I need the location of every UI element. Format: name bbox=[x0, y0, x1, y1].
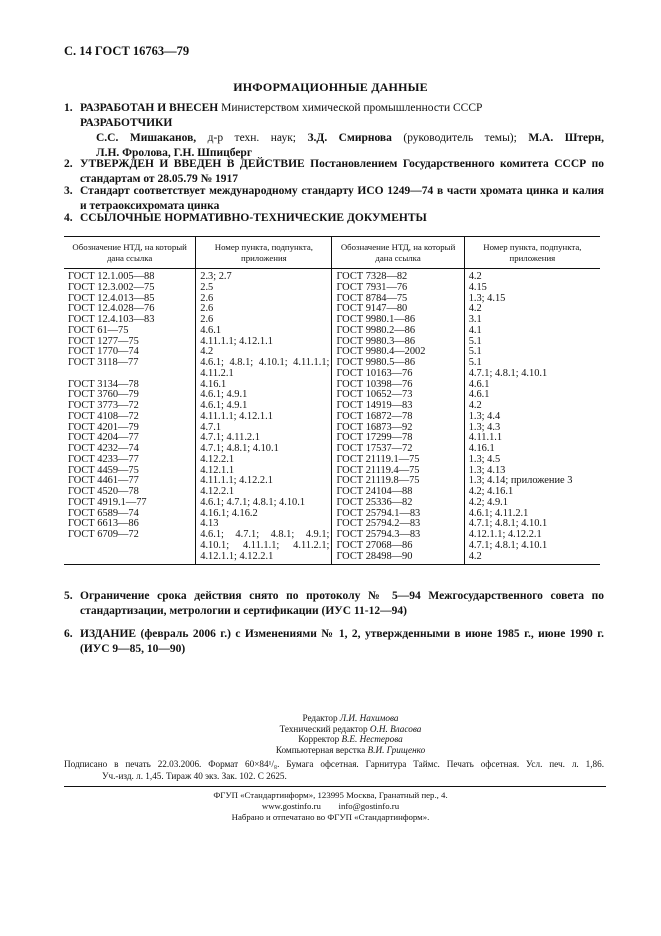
cell-ntd: ГОСТ 12.4.013—85 bbox=[68, 292, 155, 304]
cell-clause: 1.3; 4.14; приложение 3 bbox=[464, 476, 600, 487]
cell-ntd: ГОСТ 10163—76 bbox=[332, 369, 464, 380]
cell-ntd: ГОСТ 10652—73 bbox=[332, 390, 464, 401]
cell-clause: 4.6.1; 4.9.1 bbox=[196, 401, 332, 412]
cell-clause: 4.12.2.1 bbox=[196, 455, 332, 466]
cell-clause: 1.3; 4.4 bbox=[464, 412, 600, 423]
developer-role: д-р техн. наук; bbox=[196, 132, 308, 144]
col-header-ntd: Обозначение НТД, на который дана ссылка bbox=[64, 237, 196, 269]
cell-clause: 2.5 bbox=[196, 283, 332, 294]
cell-clause: 4.6.1 bbox=[196, 326, 332, 337]
table-row bbox=[64, 269, 600, 283]
cell-ntd: ГОСТ 12.4.103—83 bbox=[68, 314, 155, 325]
cell-clause: 4.11.1.1 bbox=[464, 433, 600, 444]
cell-clause: 4.16.1 bbox=[196, 380, 332, 391]
cell-ntd: ГОСТ 14919—83 bbox=[332, 401, 464, 412]
item-text: (февраль 2006 г.) с Изменениями № 1, 2, утвержденными в июне 1985 г., июне 1990 г. (ИУС 9—85, 10—90) bbox=[80, 628, 604, 655]
publisher-email[interactable]: info@gostinfo.ru bbox=[338, 801, 400, 811]
cell-ntd: ГОСТ 12.3.002—75 bbox=[68, 281, 155, 293]
cell-ntd: ГОСТ 9147—80 bbox=[332, 304, 464, 315]
cell-clause: 4.1 bbox=[464, 326, 600, 337]
table-row bbox=[64, 476, 600, 487]
cell-ntd: ГОСТ 3118—77 bbox=[68, 357, 139, 368]
credit-role: Компьютерная верстка bbox=[275, 744, 368, 755]
cell-ntd: ГОСТ 7328—82 bbox=[332, 269, 464, 283]
cell-ntd: ГОСТ 4108—72 bbox=[68, 410, 139, 422]
page-title: ИНФОРМАЦИОННЫЕ ДАННЫЕ bbox=[233, 80, 428, 94]
cell-ntd: ГОСТ 17299—78 bbox=[332, 433, 464, 444]
info-item-2 bbox=[64, 157, 604, 187]
cell-clause: 4.16.1; 4.16.2 bbox=[196, 509, 332, 520]
table-row bbox=[64, 337, 600, 348]
cell-ntd: ГОСТ 10398—76 bbox=[332, 380, 464, 391]
developer-name: М.А. Штерн, bbox=[528, 132, 604, 144]
cell-clause: 4.7.1; 4.8.1; 4.10.1 bbox=[464, 541, 600, 552]
table-row bbox=[64, 444, 600, 455]
item-lead: УТВЕРЖДЕН И ВВЕДЕН В ДЕЙСТВИЕ bbox=[80, 158, 305, 170]
cell-clause: 2.6 bbox=[196, 304, 332, 315]
item-number: 3. bbox=[64, 185, 73, 197]
cell-ntd: ГОСТ 9980.3—86 bbox=[332, 337, 464, 348]
item-text: Министерством химической промышленности СССР bbox=[218, 102, 483, 114]
cell-ntd: ГОСТ 3773—72 bbox=[68, 400, 139, 411]
cell-ntd bbox=[64, 541, 196, 552]
developers-line-1 bbox=[96, 131, 604, 146]
cell-clause: 4.6.1; 4.9.1 bbox=[196, 390, 332, 401]
cell-clause: 4.2; 4.9.1 bbox=[464, 498, 600, 509]
cell-clause: 2.6 bbox=[196, 315, 332, 326]
cell-ntd: ГОСТ 21119.8—75 bbox=[332, 476, 464, 487]
cell-clause: 4.2 bbox=[464, 304, 600, 315]
item-text: Постановлением Государственного комитета СССР по стандартам от 28.05.79 № 1917 bbox=[80, 158, 604, 185]
info-item-6 bbox=[64, 627, 604, 657]
cell-clause: 4.12.1.1; 4.12.2.1 bbox=[464, 530, 600, 541]
publisher-address: ФГУП «Стандартинформ», 123995 Москва, Гранатный пер., 4. bbox=[213, 790, 448, 800]
cell-clause: 4.6.1 bbox=[464, 380, 600, 391]
table-body bbox=[64, 269, 600, 565]
item-text: Стандарт соответствует международному стандарту ИСО 1249—74 в части хромата цинка и калия и тетраоксихромата цинка bbox=[80, 185, 604, 212]
table-row bbox=[64, 390, 600, 401]
item-number: 6. bbox=[64, 628, 73, 640]
credit-role: Редактор bbox=[302, 713, 340, 723]
cell-ntd: ГОСТ 8784—75 bbox=[332, 294, 464, 305]
cell-ntd: ГОСТ 6709—72 bbox=[68, 529, 139, 540]
developers-line-2: Л.Н. Фролова, Г.Н. Шпицберг bbox=[96, 147, 253, 159]
item-number: 5. bbox=[64, 590, 73, 602]
cell-ntd: ГОСТ 4461—77 bbox=[68, 475, 139, 487]
table-header-row bbox=[64, 237, 600, 269]
references-table bbox=[64, 236, 600, 565]
cell-clause: 1.3; 4.5 bbox=[464, 455, 600, 466]
cell-ntd: ГОСТ 25794.1—83 bbox=[332, 509, 464, 520]
cell-clause: 4.12.1.1 bbox=[196, 466, 332, 477]
publication-line-1: Подписано в печать 22.03.2006. Формат 60×84¹/₈. Бумага офсетная. Гарнитура Таймс. Печать офсетная. Усл. печ. л. 1,86. bbox=[64, 759, 604, 769]
table-row bbox=[64, 498, 600, 509]
developer-name: С.С. Мишаканов, bbox=[96, 132, 197, 144]
cell-ntd: ГОСТ 9980.1—86 bbox=[332, 315, 464, 326]
info-item-3 bbox=[64, 184, 604, 214]
cell-clause: 4.15 bbox=[464, 283, 600, 294]
publication-info bbox=[64, 758, 604, 782]
cell-clause: 4.6.1; 4.7.1; 4.8.1; 4.10.1 bbox=[196, 498, 332, 509]
table-row bbox=[64, 412, 600, 423]
table-row bbox=[64, 326, 600, 337]
table-row bbox=[64, 369, 600, 380]
table-row bbox=[64, 552, 600, 565]
cell-ntd: ГОСТ 4520—78 bbox=[68, 486, 139, 497]
cell-clause: 5.1 bbox=[464, 347, 600, 358]
credit-role: Технический редактор bbox=[279, 723, 370, 734]
item-number: 4. bbox=[64, 212, 73, 224]
cell-clause: 2.6 bbox=[196, 294, 332, 305]
cell-clause: 4.2; 4.16.1 bbox=[464, 487, 600, 498]
cell-clause: 4.12.1.1; 4.12.2.1 bbox=[196, 552, 332, 565]
item-lead: ИЗДАНИЕ bbox=[80, 628, 137, 640]
cell-ntd bbox=[64, 369, 196, 380]
cell-clause: 4.6.1 bbox=[464, 390, 600, 401]
cell-ntd: ГОСТ 4919.1—77 bbox=[68, 496, 147, 508]
cell-clause: 4.7.1; 4.8.1; 4.10.1 bbox=[464, 369, 600, 380]
info-item-4 bbox=[64, 211, 604, 226]
cell-clause: 1.3; 4.3 bbox=[464, 423, 600, 434]
table-row bbox=[64, 347, 600, 358]
cell-clause: 1.3; 4.13 bbox=[464, 466, 600, 477]
table-row bbox=[64, 283, 600, 294]
credit-name: В.И. Грищенко bbox=[367, 744, 426, 755]
developers-heading: РАЗРАБОТЧИКИ bbox=[80, 117, 173, 129]
cell-ntd: ГОСТ 25794.3—83 bbox=[332, 530, 464, 541]
cell-ntd: ГОСТ 7931—76 bbox=[332, 283, 464, 294]
table-row bbox=[64, 401, 600, 412]
cell-clause: 4.6.1; 4.7.1; 4.8.1; 4.9.1; bbox=[196, 530, 332, 541]
cell-ntd: ГОСТ 4232—74 bbox=[68, 443, 139, 454]
page-header: С. 14 ГОСТ 16763—79 bbox=[64, 44, 190, 58]
cell-clause: 3.1 bbox=[464, 315, 600, 326]
cell-clause: 4.11.2.1 bbox=[196, 369, 332, 380]
cell-clause: 4.2 bbox=[464, 552, 600, 565]
cell-clause: 4.11.1.1; 4.12.1.1 bbox=[196, 412, 332, 423]
cell-clause: 4.11.1.1; 4.12.2.1 bbox=[196, 476, 332, 487]
info-item-1 bbox=[64, 101, 604, 161]
cell-clause: 4.10.1; 4.11.1.1; 4.11.2.1; bbox=[196, 541, 332, 552]
cell-ntd: ГОСТ 9980.2—86 bbox=[332, 326, 464, 337]
table-row bbox=[64, 423, 600, 434]
cell-ntd: ГОСТ 1770—74 bbox=[68, 346, 139, 358]
cell-clause: 4.7.1 bbox=[196, 423, 332, 434]
credit-name: В.Е. Нестерова bbox=[341, 734, 403, 745]
cell-clause: 4.2 bbox=[464, 269, 600, 283]
col-header-ntd: Обозначение НТД, на который дана ссылка bbox=[332, 237, 464, 269]
credit-name: О.Н. Власова bbox=[369, 723, 422, 734]
cell-ntd: ГОСТ 6613—86 bbox=[68, 518, 139, 530]
cell-clause: 4.7.1; 4.8.1; 4.10.1 bbox=[464, 519, 600, 530]
cell-ntd: ГОСТ 3760—79 bbox=[68, 389, 139, 401]
developer-name: З.Д. Смирнова bbox=[307, 132, 392, 144]
cell-ntd: ГОСТ 25336—82 bbox=[332, 498, 464, 509]
table-row bbox=[64, 433, 600, 444]
cell-ntd: ГОСТ 6589—74 bbox=[68, 507, 139, 519]
developer-role: (руководитель темы); bbox=[391, 132, 529, 144]
col-header-clause: Номер пункта, подпункта, приложения bbox=[464, 237, 600, 269]
cell-clause: 4.6.1; 4.11.2.1 bbox=[464, 509, 600, 520]
info-item-5 bbox=[64, 589, 604, 619]
cell-ntd: ГОСТ 21119.1—75 bbox=[332, 455, 464, 466]
cell-ntd: ГОСТ 27068—86 bbox=[332, 541, 464, 552]
credit-role: Корректор bbox=[298, 734, 342, 745]
item-number: 1. bbox=[64, 102, 73, 114]
cell-ntd: ГОСТ 16873—92 bbox=[332, 423, 464, 434]
cell-ntd: ГОСТ 16872—78 bbox=[332, 412, 464, 423]
table-row bbox=[64, 455, 600, 466]
cell-clause: 2.3; 2.7 bbox=[196, 269, 332, 283]
cell-ntd: ГОСТ 4459—75 bbox=[68, 464, 139, 476]
cell-ntd: ГОСТ 25794.2—83 bbox=[332, 519, 464, 530]
col-header-clause: Номер пункта, подпункта, приложения bbox=[196, 237, 332, 269]
table-row bbox=[64, 380, 600, 391]
cell-ntd: ГОСТ 61—75 bbox=[68, 324, 129, 336]
credits-block bbox=[0, 713, 661, 755]
cell-ntd: ГОСТ 17537—72 bbox=[332, 444, 464, 455]
cell-ntd: ГОСТ 3134—78 bbox=[68, 378, 139, 390]
item-lead: РАЗРАБОТАН И ВНЕСЕН bbox=[80, 102, 219, 114]
cell-ntd: ГОСТ 1277—75 bbox=[68, 335, 139, 347]
cell-clause: 4.2 bbox=[196, 347, 332, 358]
cell-ntd: ГОСТ 4201—79 bbox=[68, 421, 139, 433]
cell-ntd: ГОСТ 24104—88 bbox=[332, 487, 464, 498]
publication-line-2: Уч.-изд. л. 1,45. Тираж 40 экз. Зак. 102. С 2625. bbox=[102, 771, 287, 781]
table-row bbox=[64, 541, 600, 552]
cell-clause: 5.1 bbox=[464, 358, 600, 369]
cell-clause: 4.6.1; 4.8.1; 4.10.1; 4.11.1.1; bbox=[196, 358, 332, 369]
cell-clause: 4.13 bbox=[196, 519, 332, 530]
cell-clause: 5.1 bbox=[464, 337, 600, 348]
item-text: ССЫЛОЧНЫЕ НОРМАТИВНО-ТЕХНИЧЕСКИЕ ДОКУМЕНТЫ bbox=[80, 212, 427, 224]
cell-clause: 4.12.2.1 bbox=[196, 487, 332, 498]
item-number: 2. bbox=[64, 158, 73, 170]
cell-ntd: ГОСТ 28498—90 bbox=[332, 552, 464, 565]
cell-clause: 4.2 bbox=[464, 401, 600, 412]
cell-clause: 1.3; 4.15 bbox=[464, 294, 600, 305]
cell-ntd: ГОСТ 12.1.005—88 bbox=[68, 271, 155, 282]
cell-ntd: ГОСТ 4233—77 bbox=[68, 453, 139, 465]
table-row bbox=[64, 315, 600, 326]
cell-ntd: ГОСТ 12.4.028—76 bbox=[68, 303, 155, 315]
cell-clause: 4.7.1; 4.11.2.1 bbox=[196, 433, 332, 444]
credit-name: Л.И. Нахимова bbox=[339, 713, 399, 723]
publisher-printing-note: Набрано и отпечатано во ФГУП «Стандартинформ». bbox=[231, 812, 430, 822]
cell-ntd bbox=[64, 552, 196, 565]
cell-ntd: ГОСТ 9980.5—86 bbox=[332, 358, 464, 369]
cell-clause: 4.16.1 bbox=[464, 444, 600, 455]
footer-divider bbox=[64, 786, 606, 787]
item-text: Ограничение срока действия снято по протоколу № 5—94 Межгосударственного совета по стандартизации, метрологии и сертификации (ИУС 11-12—94) bbox=[80, 590, 604, 617]
cell-ntd: ГОСТ 4204—77 bbox=[68, 432, 139, 444]
cell-clause: 4.7.1; 4.8.1; 4.10.1 bbox=[196, 444, 332, 455]
cell-ntd: ГОСТ 9980.4—2002 bbox=[332, 347, 464, 358]
cell-ntd: ГОСТ 21119.4—75 bbox=[332, 466, 464, 477]
publisher-website[interactable]: www.gostinfo.ru bbox=[261, 801, 321, 811]
cell-clause: 4.11.1.1; 4.12.1.1 bbox=[196, 337, 332, 348]
publisher-footer bbox=[0, 790, 661, 823]
